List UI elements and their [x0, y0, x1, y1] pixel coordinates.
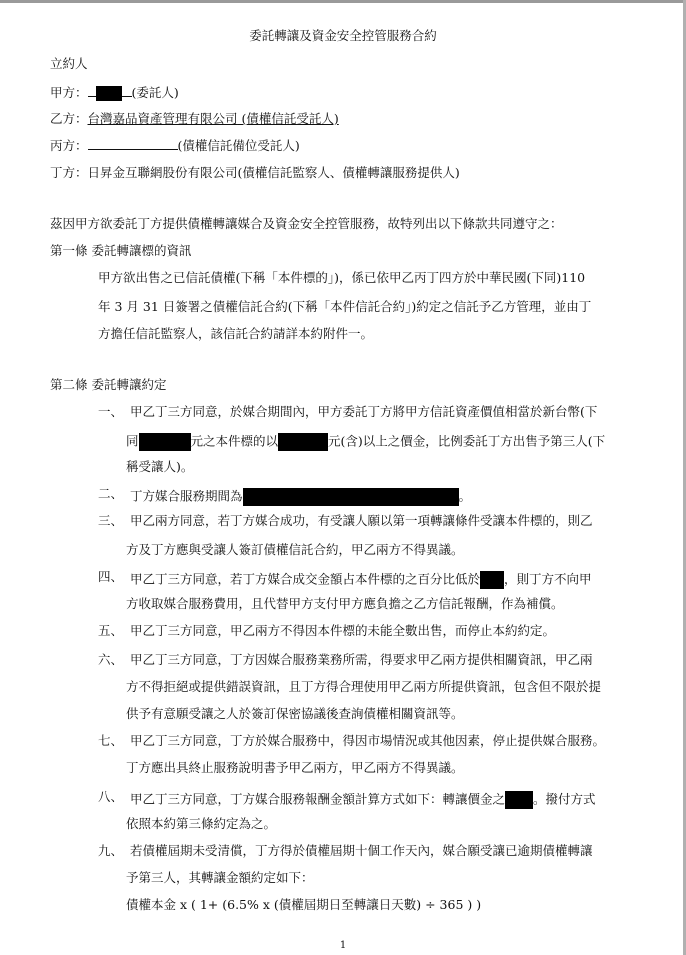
redacted-fee [505, 791, 533, 809]
clause-4-line [130, 571, 592, 589]
clause-3-line: 方及丁方應與受讓人簽訂債權信託合約，甲乙兩方不得異議。 [126, 542, 464, 557]
redacted-period [243, 488, 459, 506]
clause-7-line: 丁方應出具終止服務說明書予甲乙兩方，甲乙兩方不得異議。 [126, 760, 464, 775]
clause-5-line: 甲乙丁三方同意，甲乙兩方不得因本件標的未能全數出售，而停止本約約定。 [130, 623, 556, 638]
clause-text: 。撥付方式 [533, 791, 596, 807]
article-1-heading: 第一條 委託轉讓標的資訊 [50, 243, 192, 258]
page-number: 1 [339, 940, 347, 951]
clause-text: 丁方媒合服務期間為 [130, 488, 243, 504]
clause-8-line [130, 791, 596, 809]
clause-number: 三、 [98, 513, 124, 528]
clause-6-line: 甲乙丁三方同意，丁方因媒合服務業務所需，得要求甲乙兩方提供相關資訊，甲乙兩 [130, 652, 593, 667]
redacted-percent [480, 571, 504, 589]
article-1-line: 甲方欲出售之已信託債權(下稱「本件標的」)，係已依甲乙丙丁四方於中華民國(下同)110 [98, 270, 586, 285]
article-1-line: 年 3 月 31 日簽署之債權信託合約(下稱「本件信託合約」)約定之信託予乙方管理，並由丁 [98, 299, 592, 314]
clause-9-line: 予第三人，其轉讓金額約定如下： [126, 870, 314, 885]
clause-1-line: 稱受讓人)。 [126, 459, 194, 474]
party-bing-blank [88, 149, 178, 150]
clause-number: 六、 [98, 652, 124, 667]
clause-number: 四、 [98, 569, 124, 584]
clause-6-line: 方不得拒絕或提供錯誤資訊，且丁方得合理使用甲乙兩方所提供資訊，包含但不限於提 [126, 679, 602, 694]
party-yi-company: 台灣嘉品資產管理有限公司 [87, 111, 238, 126]
page-top-border [0, 0, 686, 3]
redacted-amount [139, 433, 191, 451]
clause-text: 。 [458, 488, 472, 504]
clause-1-line [126, 433, 605, 451]
clause-number: 九、 [98, 843, 124, 858]
parties-heading: 立約人 [50, 56, 88, 71]
party-jia-role: (委託人) [131, 85, 179, 100]
preamble: 茲因甲方欲委託丁方提供債權轉讓媒合及資金安全控管服務，故特列出以下條款共同遵守之： [50, 216, 563, 231]
party-yi-label: 乙方： [50, 111, 88, 126]
party-bing-label: 丙方： [50, 138, 88, 153]
redacted-amount [278, 433, 328, 451]
clause-text: 元(含)以上之價金，比例委託丁方出售予第三人(下 [328, 433, 606, 449]
clause-3-line: 甲乙兩方同意，若丁方媒合成功，有受讓人願以第一項轉讓條件受讓本件標的，則乙 [130, 513, 593, 528]
party-yi [50, 113, 339, 126]
clause-text: ，則丁方不向甲 [504, 571, 592, 587]
clause-number: 一、 [98, 404, 124, 419]
party-jia-blank-tail [122, 96, 132, 97]
clause-6-line: 供予有意願受讓之人於簽訂保密協議後查詢債權相關資訊等。 [126, 706, 464, 721]
clause-2-line [130, 488, 471, 506]
clause-text: 同 [126, 433, 139, 449]
contract-title: 委託轉讓及資金安全控管服務合約 [249, 28, 437, 43]
clause-number: 八、 [98, 789, 124, 804]
party-jia [50, 86, 179, 101]
clause-1-line: 甲乙丁三方同意，於媒合期間內，甲方委託丁方將甲方信託資產價值相當於新台幣(下 [130, 404, 598, 419]
redacted-name [96, 86, 122, 101]
clause-number: 二、 [98, 486, 124, 501]
party-yi-role: (債權信託受託人) [237, 111, 339, 126]
clause-number: 五、 [98, 623, 124, 638]
party-jia-blank [88, 96, 96, 97]
clause-text: 甲乙丁三方同意，丁方媒合服務報酬金額計算方式如下：轉讓價金之 [130, 791, 506, 807]
clause-4-line: 方收取媒合服務費用，且代替甲方支付甲方應負擔之乙方信託報酬，作為補償。 [126, 596, 564, 611]
clause-7-line: 甲乙丁三方同意，丁方於媒合服務中，得因市場情況或其他因素，停止提供媒合服務。 [130, 733, 606, 748]
clause-8-line: 依照本約第三條約定為之。 [126, 816, 277, 831]
clause-text: 甲乙丁三方同意，若丁方媒合成交金額占本件標的之百分比低於 [130, 571, 481, 587]
clause-number: 七、 [98, 733, 124, 748]
clause-9-line: 若債權屆期未受清償，丁方得於債權屆期十個工作天內，媒合願受讓已逾期債權轉讓 [130, 843, 593, 858]
party-jia-label: 甲方： [50, 85, 88, 100]
article-1-line: 方擔任信託監察人，該信託合約請詳本約附件一。 [98, 326, 374, 341]
party-ding: 丁方：日昇金互聯網股份有限公司(債權信託監察人、債權轉讓服務提供人) [50, 165, 460, 180]
party-bing [50, 140, 300, 153]
clause-9-formula: 債權本金 x ( 1+ (6.5% x (債權屆期日至轉讓日天數) ÷ 365 ) ) [126, 897, 482, 912]
party-bing-role: (債權信託備位受託人) [177, 138, 300, 153]
clause-text: 元之本件標的以 [190, 433, 279, 449]
article-2-heading: 第二條 委託轉讓約定 [50, 377, 167, 392]
